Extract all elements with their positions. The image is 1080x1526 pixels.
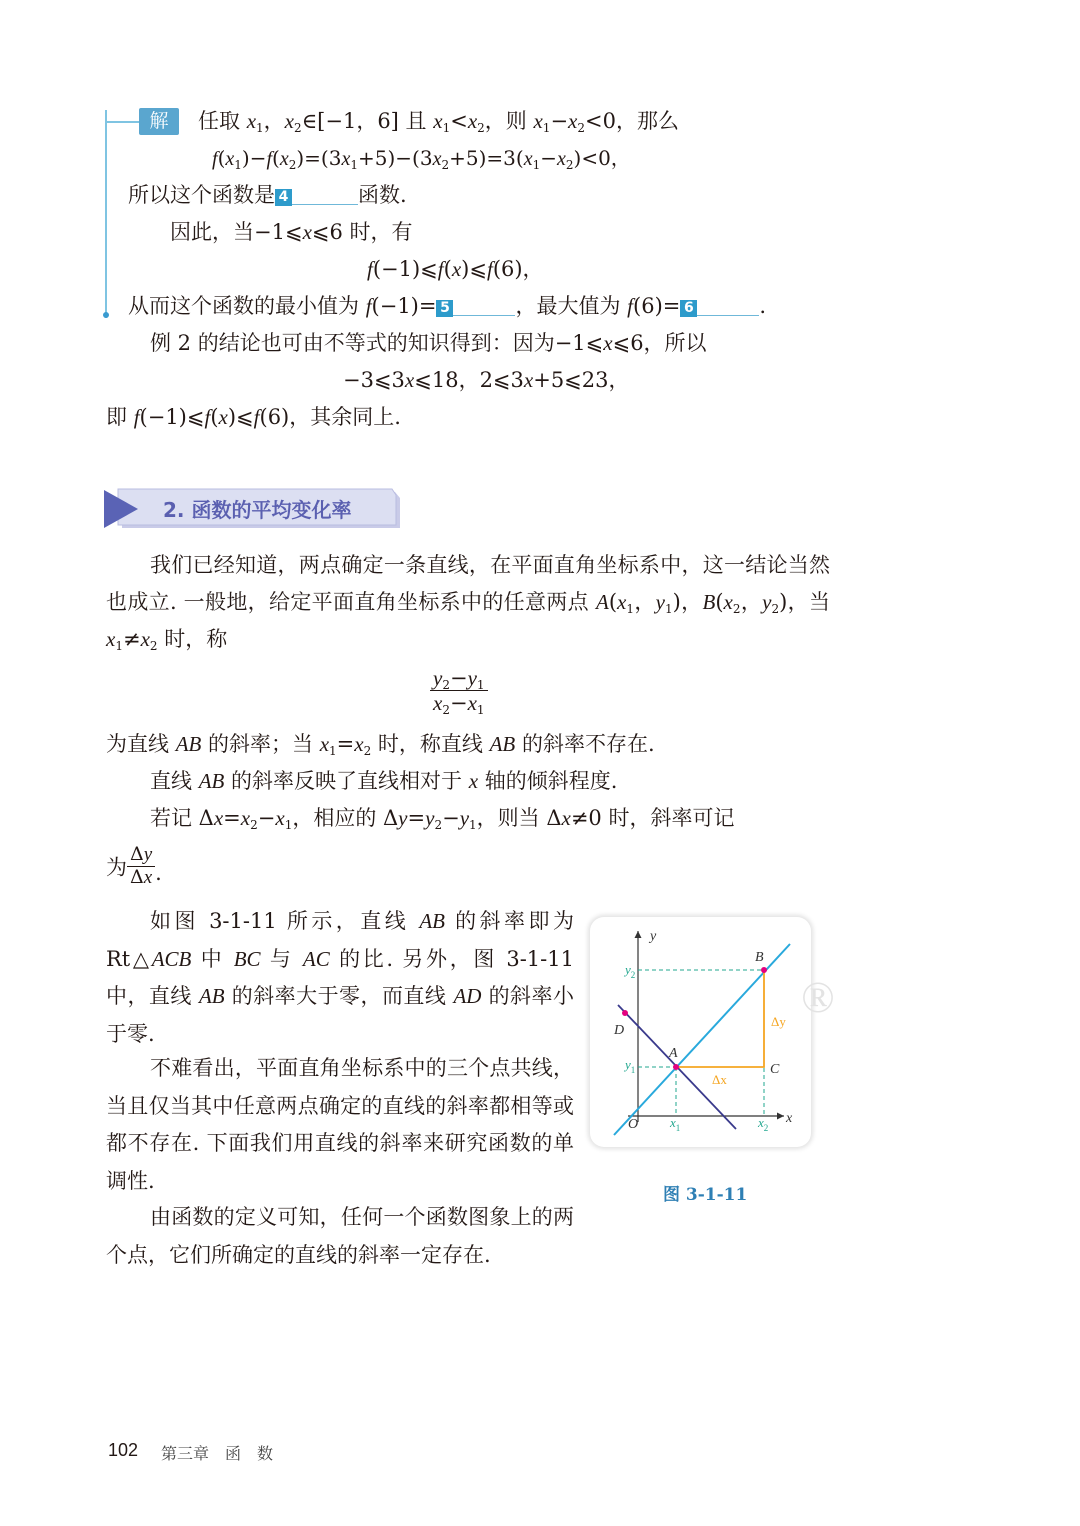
text: − [449,691,468,716]
solution-sidebar-bar [105,110,107,318]
fraction [430,666,488,718]
var: x [561,806,571,830]
var: f [627,294,634,318]
text: 时，称 [157,627,228,651]
sub: 2 [732,602,741,616]
denominator [127,867,155,889]
sub: 2 [477,121,485,135]
text: ( [217,146,226,170]
var: x [758,1115,764,1130]
var: y [425,806,435,830]
var: f [365,294,372,318]
denominator [430,691,488,718]
var: BC [233,946,261,971]
answer-blank-5[interactable] [453,295,515,316]
var: x [523,368,534,392]
sub: 2 [250,818,258,832]
text: 直线 [150,769,199,793]
solution-sidebar-dot [103,312,109,318]
var: x [275,806,285,830]
paragraph-1 [106,547,830,658]
label-point-a: A [669,1046,678,1061]
text: − [449,666,468,690]
var: x [433,691,443,716]
var: x [523,148,533,170]
var: AB [198,984,225,1008]
var: y [459,806,470,830]
numerator [127,844,155,867]
remark-line-3 [106,402,401,432]
sub: 2 [288,158,297,172]
text: ， [263,109,285,133]
sub: 2 [630,970,636,980]
var: x [467,109,478,133]
text: ≠0 时，斜率可记 [570,806,735,830]
text: (6)，其余同上. [259,405,401,429]
var: f [253,405,260,429]
sub: 1 [256,121,264,135]
text: ( [210,405,219,429]
var: x [617,590,627,614]
text: Δ [130,843,144,865]
delta-fraction [127,844,155,889]
var: x [354,732,364,756]
text: )=(3 [296,146,342,170]
text: 任取 [198,109,247,133]
text: 与 [260,946,303,971]
var: f [367,257,373,281]
remark-line-2 [343,365,630,395]
text: 所以这个函数是 [128,183,275,207]
sub: 2 [434,818,443,832]
var: x [302,220,312,244]
sub: 2 [577,121,586,135]
chapter-title: 第三章 函 数 [161,1444,274,1463]
text: = [407,806,426,830]
answer-blank-4[interactable] [292,184,358,205]
text: <0，那么 [585,109,679,133]
text: ( [608,590,618,614]
text: 若记 Δ [150,806,214,830]
text: )， [672,590,703,614]
var: x [467,691,477,716]
sub: 2 [442,703,450,718]
text: )− [241,146,267,170]
text: 从而这个函数的最小值为 [128,294,366,318]
var: x [404,368,415,392]
sub: 1 [115,639,123,653]
paragraph-8: 由函数的定义可知，任何一个函数图象上的两个点，它们所确定的直线的斜率一定存在. [106,1205,574,1267]
label-y1 [623,1057,635,1075]
label-x-axis: x [786,1111,793,1126]
text: ≠ [122,627,141,651]
text: 的斜率；当 [201,732,320,756]
sub: 1 [532,158,541,172]
remark-line-1 [150,328,707,358]
var: x [319,732,330,756]
sub: 2 [442,678,450,692]
sub: 1 [665,602,673,616]
label-y-axis: y [650,929,657,944]
var: y [655,590,665,614]
point-b [761,967,767,973]
figure-caption: 图 3-1-11 [663,1185,748,1205]
text: − [540,146,557,170]
sub: 1 [469,818,477,832]
text: 的斜率不存在. [515,732,655,756]
var: ACB [151,946,192,971]
var: y [143,844,153,865]
sub: 1 [626,602,634,616]
solution-line-6 [128,291,766,321]
label-point-b: B [755,950,764,965]
paragraph-5 [106,844,162,889]
text: 函数. [358,183,407,207]
text: 中 [191,946,234,971]
text: (−1)⩽ [139,405,205,429]
text: 轴的倾斜程度. [478,769,618,793]
text: )，当 [779,590,830,614]
text: 我们已经知道，两点确定一条直线，在平面直角坐标系中，这一结论当然也成立. 一般地，给定平面直角坐标系中的任意两点 [106,553,830,614]
text: ，则 [484,109,534,133]
sub: 1 [442,121,451,135]
text: (−1)⩽ [372,257,438,281]
text: ( [272,146,280,170]
var: x [568,109,578,133]
text: 的斜率反映了直线相对于 [224,769,469,793]
sub: 2 [763,1123,769,1133]
solution-line-4 [170,217,413,247]
var: x [451,257,462,281]
text: ，则当 Δ [476,806,562,830]
text: 即 [106,405,134,429]
label-delta-y: Δy [771,1014,786,1029]
label-y2 [623,962,635,980]
var: x [556,148,566,170]
text: ( [443,257,452,281]
var: x [433,109,443,133]
text: 因此，当−1⩽ [170,220,303,244]
text: 为 [106,855,127,880]
var: x [240,806,251,830]
text: − [442,806,460,830]
solution-line-2 [212,143,631,174]
paragraph-4 [150,803,734,833]
text: 为直线 [106,732,176,756]
var: AB [489,732,516,756]
text: −3⩽3 [343,368,405,392]
point-d [622,1010,628,1016]
label-x1 [669,1115,680,1133]
answer-blank-6[interactable] [697,295,759,316]
var: x [432,148,442,170]
var: x [218,405,228,429]
var: x [213,806,224,830]
text: ∈[−1，6] 且 [301,109,434,133]
text: 的斜率即为 Rt△ [106,909,574,971]
label-origin: O [628,1117,639,1132]
sub: 2 [441,158,450,172]
sub: 1 [329,744,337,758]
text: . [759,294,767,318]
sub: 2 [149,639,158,653]
answer-box-4[interactable]: 4 [275,189,292,206]
text: 的斜率小于零. [106,984,574,1046]
var: x [279,148,289,170]
sub: 1 [675,1123,681,1133]
var: x [246,109,257,133]
text: +5)=3( [449,146,524,170]
var: f [437,257,444,281]
text: . [155,860,162,885]
figure-3-1-11 [590,917,835,1147]
text: ( [715,590,724,614]
text: = [223,806,241,830]
var: AB [175,732,202,756]
text: = [336,732,355,756]
var: B [702,590,716,614]
var: f [486,257,493,281]
paragraph-7: 不难看出，平面直角坐标系中的三个点共线，当且仅当其中任意两点确定的直线的斜率都相等或都不存在. 下面我们用直线的斜率来研究函数的单调性. [106,1056,574,1193]
text: )⩽ [227,405,254,429]
section-title: 2. 函数的平均变化率 [163,498,352,522]
var: x [284,109,294,133]
var: x [225,148,235,170]
sub: 1 [476,703,485,718]
text: 例 2 的结论也可由不等式的知识得到：因为−1⩽ [150,331,604,355]
text: ， [634,590,656,614]
sub: 2 [293,121,302,135]
answer-box-6[interactable]: 6 [680,300,697,317]
slope-fraction [430,666,488,718]
sub: 1 [476,678,485,692]
var: x [533,109,543,133]
label-delta-x: Δx [712,1072,727,1087]
answer-box-5[interactable]: 5 [436,300,453,317]
var: y [398,806,408,830]
text: < [450,109,468,133]
text: − [257,806,276,830]
solution-tag: 解 [139,108,179,135]
sub: 1 [350,158,358,172]
sub: 2 [363,744,372,758]
numerator [430,666,488,691]
var: AB [198,769,225,793]
text: ， [740,590,763,614]
text: +5⩽23， [533,368,630,392]
text: ，相应的 Δ [292,806,399,830]
var: A [596,590,609,614]
var: f [204,405,211,429]
paragraph-3 [150,766,617,796]
label-x2 [757,1115,768,1133]
text: (6)= [633,294,681,318]
solution-line-1 [198,106,679,136]
var: y [467,666,477,690]
sub: 1 [542,121,551,135]
text: 如图 3-1-11 所示，直线 [150,909,420,933]
sub: 2 [771,602,780,616]
var: f [266,148,273,170]
text: )<0， [573,146,631,170]
var: y [625,962,631,977]
label-point-d: D [614,1023,625,1038]
var: AB [419,909,445,933]
text: ⩽6，所以 [612,331,707,355]
point-a [673,1064,679,1070]
var: x [106,627,116,651]
var: x [468,769,479,793]
text: )⩽ [461,257,487,281]
var: x [670,1115,676,1130]
text: ，最大值为 [515,294,628,318]
text: − [550,109,569,133]
var: x [341,148,351,170]
solution-line-3 [128,180,407,210]
sub: 1 [630,1065,636,1075]
page-number: 102 [108,1440,139,1460]
sub: 1 [284,818,293,832]
sub: 1 [234,158,242,172]
var: AD [453,984,482,1008]
text: 时，称直线 [371,732,490,756]
text: ⩽6 时，有 [311,220,413,244]
var: x [603,331,613,355]
watermark-registered-mark: ® [801,973,835,1022]
var: y [625,1057,631,1072]
solution-line-5 [367,254,544,284]
text: +5)−(3 [358,146,433,170]
var: x [143,866,153,888]
text: Δ [130,865,144,888]
var: f [212,148,218,170]
text: (6)， [492,257,544,281]
var: x [140,627,150,651]
paragraph-6 [106,903,574,1053]
text: ⩽18，2⩽3 [414,368,524,392]
text: (−1)= [371,294,437,318]
paragraph-2 [106,729,655,759]
text: 的比. 另外，图 3-1-11 中，直线 [106,946,574,1008]
sub: 2 [565,158,574,172]
solution-tag-connector [105,121,141,123]
var: AC [302,946,330,971]
var: y [762,590,772,614]
var: y [433,666,443,690]
var: x [723,590,733,614]
text: 的斜率大于零，而直线 [224,984,454,1008]
label-point-c: C [770,1062,780,1077]
var: f [133,405,140,429]
